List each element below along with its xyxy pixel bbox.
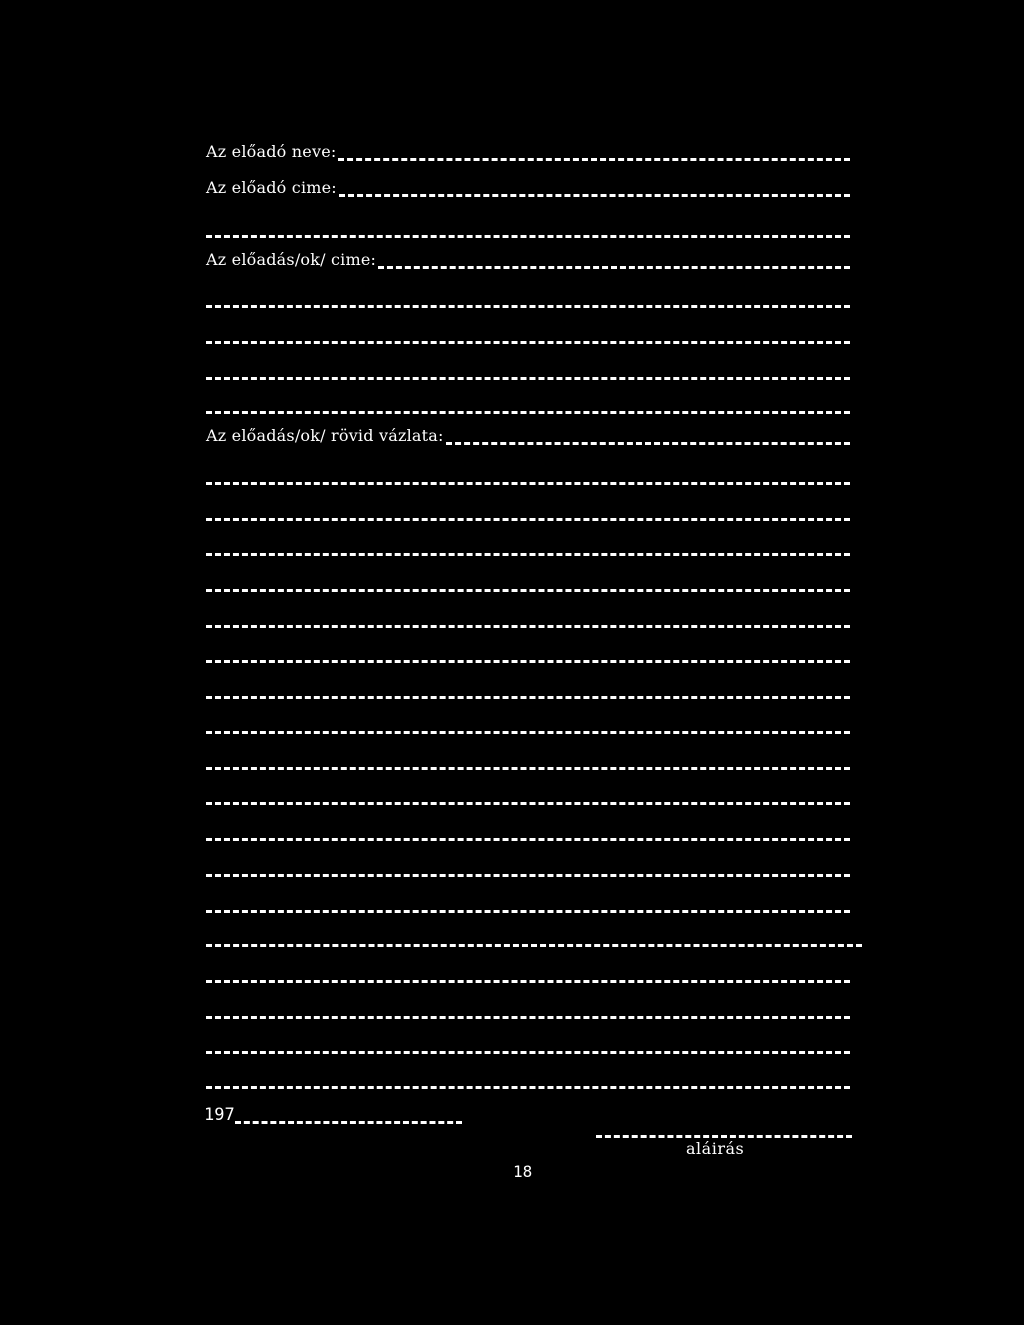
outline-line[interactable] bbox=[206, 696, 850, 699]
lecture-title-blank[interactable] bbox=[378, 266, 850, 269]
outline-line[interactable] bbox=[206, 767, 850, 770]
outline-line[interactable] bbox=[206, 589, 850, 592]
outline-line[interactable] bbox=[206, 1086, 850, 1089]
speaker-address-blank[interactable] bbox=[339, 194, 850, 197]
speaker-address-label: Az előadó cime: bbox=[206, 178, 337, 197]
speaker-name-label: Az előadó neve: bbox=[206, 142, 337, 161]
date-blank[interactable] bbox=[235, 1121, 462, 1124]
outline-line[interactable] bbox=[206, 1016, 850, 1019]
outline-line[interactable] bbox=[206, 518, 850, 521]
lecture-title-label: Az előadás/ok/ cime: bbox=[206, 250, 377, 269]
outline-line[interactable] bbox=[206, 944, 862, 947]
page-number: 18 bbox=[513, 1162, 533, 1181]
signature-line[interactable] bbox=[596, 1135, 852, 1138]
lecture-outline-label: Az előadás/ok/ rövid vázlata: bbox=[206, 426, 444, 445]
outline-line[interactable] bbox=[206, 625, 850, 628]
outline-line[interactable] bbox=[206, 838, 850, 841]
outline-line[interactable] bbox=[206, 1051, 850, 1054]
outline-line[interactable] bbox=[206, 660, 850, 663]
date-field[interactable] bbox=[204, 1100, 462, 1124]
outline-line[interactable] bbox=[206, 874, 850, 877]
outline-line[interactable] bbox=[206, 802, 850, 805]
title-continuation-line[interactable] bbox=[206, 305, 850, 308]
lecture-outline-blank[interactable] bbox=[446, 442, 850, 445]
outline-line[interactable] bbox=[206, 980, 850, 983]
speaker-name-field[interactable] bbox=[206, 140, 850, 164]
address-continuation-line[interactable] bbox=[206, 235, 850, 238]
lecture-title-field[interactable] bbox=[206, 248, 850, 272]
outline-line[interactable] bbox=[206, 553, 850, 556]
signature-label: aláirás bbox=[686, 1139, 745, 1158]
lecture-outline-field[interactable] bbox=[206, 424, 850, 448]
outline-line[interactable] bbox=[206, 910, 850, 913]
outline-line[interactable] bbox=[206, 731, 850, 734]
outline-line[interactable] bbox=[206, 482, 850, 485]
speaker-name-blank[interactable] bbox=[338, 158, 850, 161]
title-continuation-line[interactable] bbox=[206, 377, 850, 380]
title-continuation-line[interactable] bbox=[206, 411, 850, 414]
speaker-address-field[interactable] bbox=[206, 176, 850, 200]
title-continuation-line[interactable] bbox=[206, 341, 850, 344]
year-prefix: 197 bbox=[204, 1105, 235, 1125]
